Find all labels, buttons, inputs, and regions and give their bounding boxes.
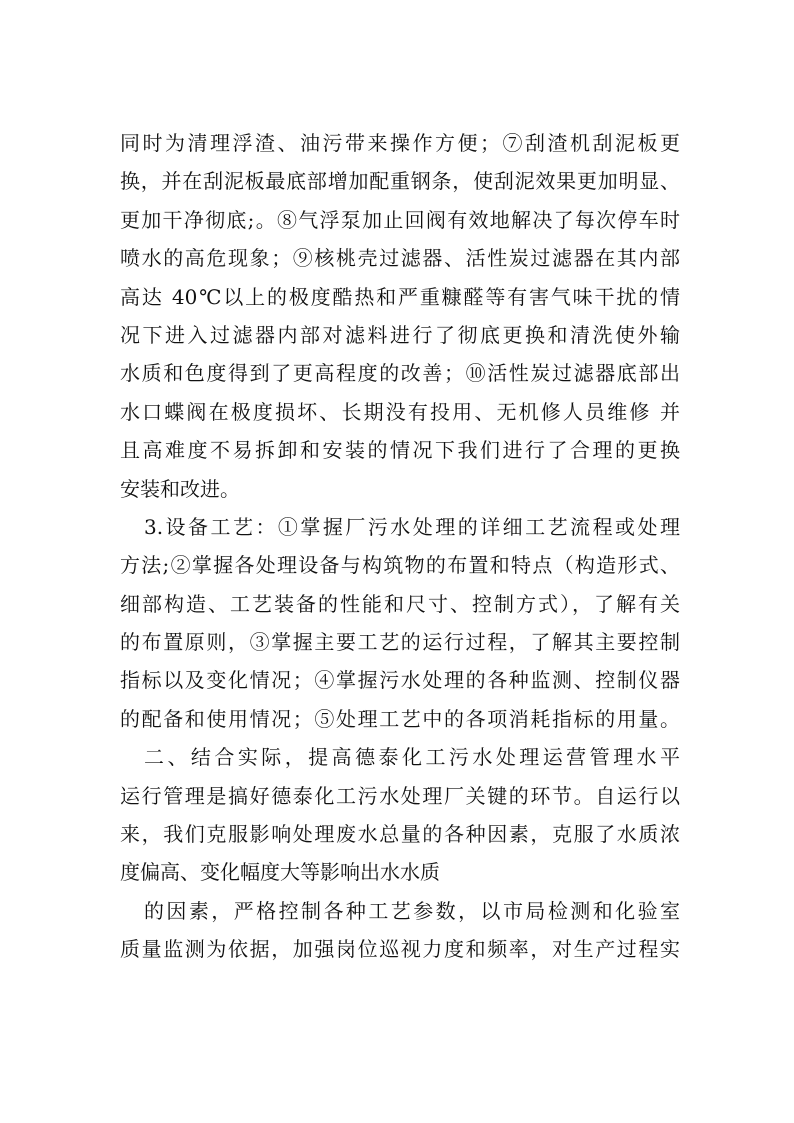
text-line: 更加干净彻底;。⑧气浮泵加止回阀有效地解决了每次停车时 [120,207,680,232]
section-heading: 二、结合实际，提高德泰化工污水处理运营管理水平 [144,745,680,770]
text-line: 指标以及变化情况；④掌握污水处理的各种监测、控制仪器 [120,668,680,693]
text-line: 同时为清理浮渣、油污带来操作方便；⑦刮渣机刮泥板更 [120,131,680,155]
text-line: 质量监测为依据，加强岗位巡视力度和频率，对生产过程实 [120,937,680,962]
text-line: 方法;②掌握各处理设备与构筑物的布置和特点（构造形式、 [120,553,680,578]
text-line: 水质和色度得到了更高程度的改善；⑩活性炭过滤器底部出 [120,361,680,386]
text-line: 的因素，严格控制各种工艺参数，以市局检测和化验室 [144,898,680,923]
text-line: 的布置原则，③掌握主要工艺的运行过程，了解其主要控制 [120,630,680,655]
text-line: 安装和改进。 [120,476,240,501]
text-line: 况下进入过滤器内部对滤料进行了彻底更换和清洗使外输 [120,322,680,347]
text-line: 运行管理是搞好德泰化工污水处理厂关键的环节。自运行以 [120,783,680,808]
text-line: 换，并在刮泥板最底部增加配重钢条，使刮泥效果更加明显、 [120,169,680,194]
text-line: 且高难度不易拆卸和安装的情况下我们进行了合理的更换 [120,438,680,463]
document-body [120,124,680,969]
text-line: 的配备和使用情况；⑤处理工艺中的各项消耗指标的用量。 [120,706,680,731]
text-line: 细部构造、工艺装备的性能和尺寸、控制方式），了解有关 [120,591,680,616]
text-line: 高达 40℃以上的极度酷热和严重糠醛等有害气味干扰的情 [120,284,680,309]
text-line: 3.设备工艺：①掌握厂污水处理的详细工艺流程或处理 [144,514,680,539]
text-line: 度偏高、变化幅度大等影响出水水质 [120,860,440,885]
text-line: 来，我们克服影响处理废水总量的各种因素，克服了水质浓 [120,822,680,847]
text-line: 喷水的高危现象；⑨核桃壳过滤器、活性炭过滤器在其内部 [120,246,680,271]
text-line: 水口蝶阀在极度损坏、长期没有投用、无机修人员维修 并 [120,399,680,424]
